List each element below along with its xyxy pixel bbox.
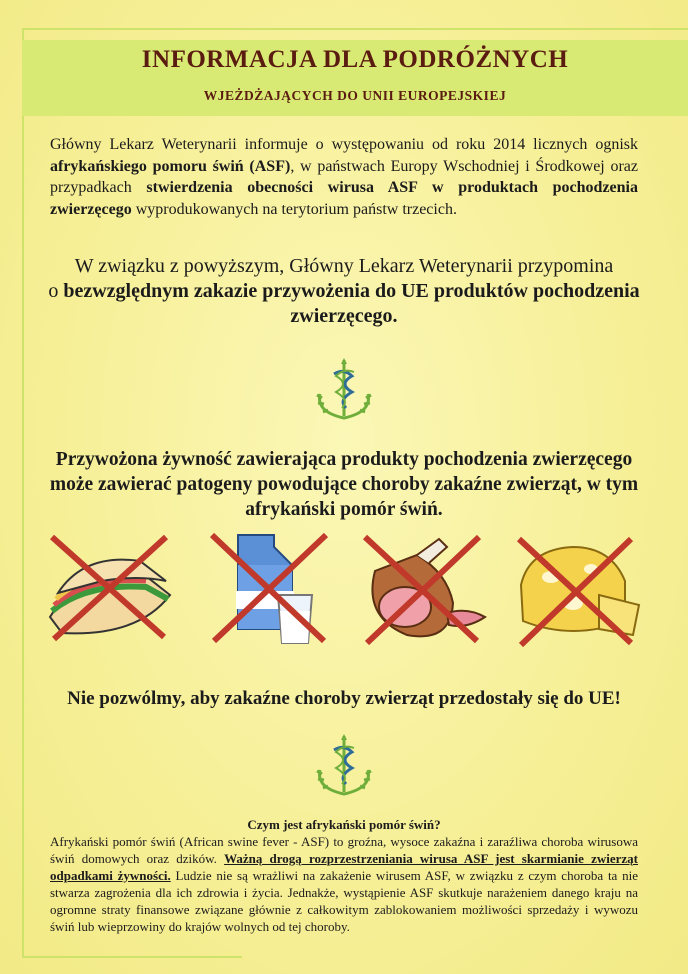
intro-text-2: , w państwach Europy Wschodniej i Środkowej oraz przypadkach bbox=[50, 157, 639, 196]
faq-answer-emphasis: Ważną drogą rozprzestrzeniania wirusa ASF jest skarmianie zwierząt odpadkami żywności. bbox=[50, 851, 639, 883]
veterinary-emblem-icon bbox=[308, 728, 380, 800]
reminder-prefix: o bbox=[48, 280, 64, 302]
faq-answer-text-2: Ludzie nie są wrażliwi na zakażenie wirusem ASF, w związku z czym choroba ta nie stwarza zagrożenia dla ich zdrowia i życia. Jednakże, wystąpienie ASF skutkuje narażeniem danego kraju na ogromne straty finansowe związane głównie z całkowitym zablokowaniem możliwości sprzedaży i wywozu świń lub wieprzowiny do krajów wolnych od tej choroby. bbox=[50, 868, 638, 934]
milk-icon bbox=[200, 525, 335, 650]
faq-answer bbox=[50, 833, 638, 935]
cheese-icon bbox=[507, 525, 642, 650]
faq-question: Czym jest afrykański pomór świń? bbox=[247, 817, 441, 832]
pathogen-warning: Przywożona żywność zawierająca produkty pochodzenia zwierzęcego może zawierać patogeny powodujące choroby zakaźne zwierząt, w tym afrykański pomór świń. bbox=[49, 449, 639, 520]
frame-left-line bbox=[22, 28, 24, 958]
reminder-bold: bezwzględnym zakazie przywożenia do UE produktów pochodzenia zwierzęcego. bbox=[63, 280, 640, 327]
reminder-ban bbox=[40, 279, 648, 329]
frame-top-line bbox=[22, 28, 688, 30]
intro-text-3: wyprodukowanych na terytorium państw trzecich. bbox=[131, 200, 457, 218]
ham-icon bbox=[355, 525, 490, 650]
faq-answer-text-1: Afrykański pomór świń (African swine fever - ASF) to groźna, wysoce zakaźna i zaraźliwa choroba wirusowa świń domowych oraz dzików. bbox=[50, 834, 638, 866]
page-subtitle: WJEŻDŻAJĄCYCH DO UNII EUROPEJSKIEJ bbox=[203, 88, 507, 103]
reminder-line: W związku z powyższym, Główny Lekarz Weterynarii przypomina bbox=[74, 255, 614, 277]
intro-text-1: Główny Lekarz Weterynarii informuje o występowaniu od roku 2014 licznych ognisk bbox=[50, 136, 638, 153]
intro-bold-2: stwierdzenia obecności wirusa ASF w produktach pochodzenia zwierzęcego bbox=[50, 179, 638, 218]
reminder-paragraph bbox=[40, 254, 648, 329]
frame-bottom-line bbox=[22, 956, 242, 958]
sandwich-icon bbox=[42, 525, 177, 650]
veterinary-emblem-icon bbox=[308, 352, 380, 424]
slogan: Nie pozwólmy, aby zakaźne choroby zwierząt przedostały się do UE! bbox=[67, 688, 621, 709]
page-title: INFORMACJA DLA PODRÓŻNYCH bbox=[141, 46, 569, 73]
intro-paragraph bbox=[50, 134, 638, 220]
intro-bold-1: afrykańskiego pomoru świń (ASF) bbox=[50, 157, 291, 175]
